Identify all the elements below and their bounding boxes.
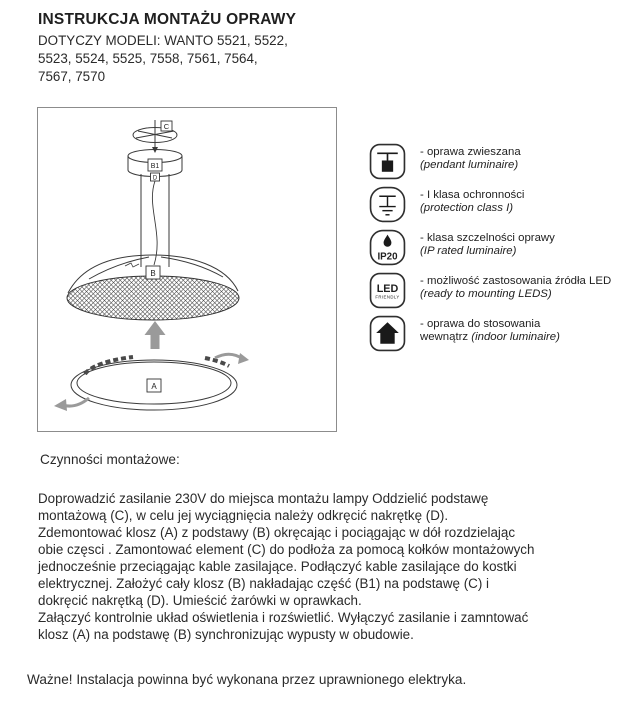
power-cable [152, 181, 157, 265]
rotate-arrow-left-icon [54, 398, 89, 411]
important-note: Ważne! Instalacja powinna być wykonana przez uprawnionego elektryka. [27, 672, 467, 687]
instruction-line: klosz (A) na podstawę (B) synchronizując wypusty w obudowie. [38, 627, 414, 642]
protection-class-icon [369, 186, 406, 223]
svg-text:C: C [163, 122, 170, 131]
symbol-legend [369, 143, 611, 358]
instruction-line: obie częsci . Zamontować element (C) do podłoża za pomocą kołków montażowych [38, 542, 535, 557]
legend-label-en: (ready to mounting LEDS) [420, 288, 552, 300]
indoor-luminaire-icon [369, 315, 406, 352]
rotate-arrow-right-icon [215, 353, 249, 364]
instructions-paragraph [38, 490, 534, 643]
led-friendly-icon [369, 272, 406, 309]
legend-item-protection-class [369, 186, 611, 229]
legend-label-en: (pendant luminaire) [420, 159, 519, 171]
label-b [146, 266, 160, 279]
lamp-shade [67, 255, 239, 320]
svg-text:FRIENDLY: FRIENDLY [375, 294, 400, 300]
svg-text:B: B [150, 269, 156, 278]
label-b1 [148, 159, 162, 171]
svg-text:A: A [151, 382, 157, 391]
svg-text:IP20: IP20 [377, 251, 398, 263]
legend-label-en: (IP rated luminaire) [420, 245, 517, 257]
model-list [38, 32, 296, 86]
legend-item-indoor [369, 315, 611, 358]
model-list-line: 5523, 5524, 5525, 7558, 7561, 7564, [38, 51, 258, 66]
legend-label-pl: - oprawa zwieszana [420, 146, 521, 158]
label-a [147, 379, 161, 392]
label-d [151, 173, 160, 182]
svg-text:B1: B1 [150, 163, 160, 170]
legend-label-pl: - klasa szczelności oprawy [420, 232, 555, 244]
model-list-line: DOTYCZY MODELI: WANTO 5521, 5522, [38, 33, 288, 48]
legend-label-pl: - możliwość zastosowania źródła LED [420, 275, 612, 287]
legend-label-en: (indoor luminaire) [471, 331, 560, 343]
instruction-line: Doprowadzić zasilanie 230V do miejsca montażu lampy Oddzielić podstawę [38, 491, 489, 506]
instructions-heading: Czynności montażowe: [40, 452, 180, 467]
legend-label-pl: - I klasa ochronności [420, 189, 525, 201]
instruction-line: jednocześnie przeciągając kable zasilające. Podłączyć kable zasilające do kostki [38, 559, 517, 574]
pendant-luminaire-icon [369, 143, 406, 180]
header [38, 11, 296, 86]
legend-label-en: (protection class I) [420, 202, 514, 214]
instruction-line: Zdemontować klosz (A) z podstawy (B) okręcając i pociągając w dół rozdzielając [38, 525, 516, 540]
diagram-frame [38, 108, 337, 432]
ip-rating-icon [369, 229, 406, 266]
legend-item-pendant [369, 143, 611, 186]
legend-label-pl: - oprawa do stosowania [420, 318, 541, 330]
legend-item-led-friendly [369, 272, 611, 315]
instruction-line: Załączyć kontrolnie układ oświetlenia i rozświetlić. Wyłączyć zasilanie i zamntować [38, 610, 529, 625]
legend-label-pl2: wewnątrz (indoor luminaire) [420, 331, 560, 343]
instruction-line: elektrycznej. Założyć cały klosz (B) nakładając część (B1) na podstawę (C) i [38, 576, 489, 591]
legend-item-ip-rating [369, 229, 611, 272]
suspension-tube [141, 174, 169, 267]
instruction-line: montażową (C), w celu jej wyciągnięcia należy odkręcić nakrętkę (D). [38, 508, 449, 523]
instruction-line: dokręcić nakrętką (D). Umieścić żarówki w oprawkach. [38, 593, 362, 608]
label-c [161, 121, 172, 131]
lamp-assembly-diagram [37, 107, 337, 437]
page-title: INSTRUKCJA MONTAŻU OPRAWY [38, 11, 297, 28]
svg-text:LED: LED [376, 283, 399, 296]
svg-text:D: D [152, 175, 158, 182]
assembly-up-arrow-icon [145, 321, 166, 349]
model-list-line: 7567, 7570 [38, 69, 106, 84]
